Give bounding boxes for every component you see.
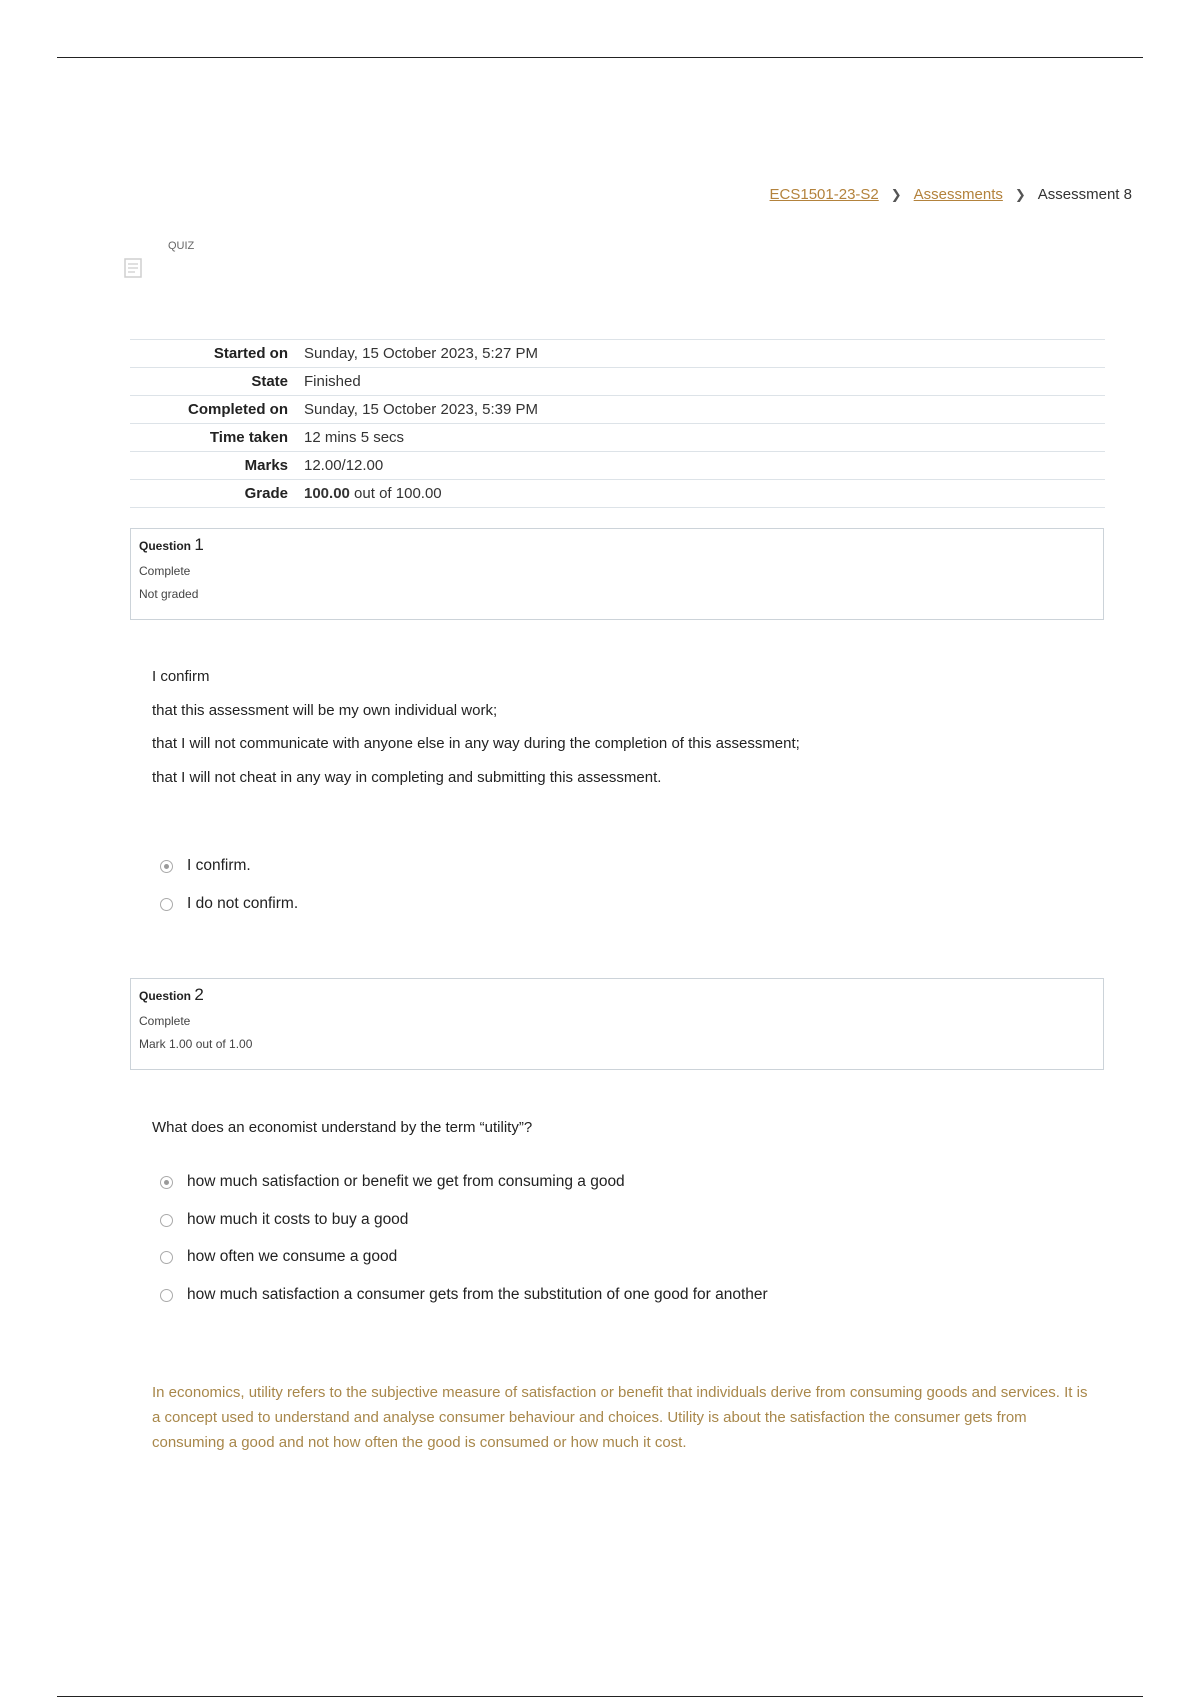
option-label: how much it costs to buy a good: [187, 1211, 409, 1228]
summary-row: [130, 340, 1105, 368]
question-status: Complete: [139, 1014, 191, 1028]
question-label: Question: [139, 539, 192, 553]
activity-type-label: QUIZ: [168, 240, 195, 252]
summary-row: [130, 368, 1105, 396]
radio-icon[interactable]: [160, 1289, 173, 1302]
radio-selected-icon[interactable]: [160, 860, 173, 873]
option-label: how much satisfaction a consumer gets from the substitution of one good for another: [187, 1286, 768, 1303]
breadcrumb: [770, 186, 1132, 203]
question-1-text-line: that this assessment will be my own individual work;: [152, 702, 498, 719]
summary-label: Time taken: [209, 429, 288, 446]
question-number-value: 1: [194, 535, 204, 554]
question-2-option-c[interactable]: [160, 1248, 397, 1266]
grade-out-of: out of 100.00: [349, 485, 442, 502]
question-2-text: What does an economist understand by the term “utility”?: [152, 1119, 533, 1136]
option-label: how often we consume a good: [187, 1248, 398, 1265]
breadcrumb-assessments-link[interactable]: Assessments: [913, 186, 1003, 203]
question-mark: Mark 1.00 out of 1.00: [139, 1037, 253, 1051]
summary-label: State: [251, 373, 288, 390]
question-status: Complete: [139, 564, 191, 578]
question-number: [139, 535, 1103, 555]
chevron-right-icon: ❯: [1014, 186, 1026, 202]
question-1-text-line: that I will not cheat in any way in completing and submitting this assessment.: [152, 769, 662, 786]
option-label: how much satisfaction or benefit we get from consuming a good: [187, 1173, 625, 1190]
question-2-option-d[interactable]: [160, 1286, 768, 1304]
attempt-summary-table: [130, 339, 1105, 508]
radio-icon[interactable]: [160, 1251, 173, 1264]
chevron-right-icon: ❯: [890, 186, 902, 202]
question-2-feedback: In economics, utility refers to the subjective measure of satisfaction or benefit that individuals derive from consuming goods and services. It is a concept used to understand and analyse consumer behaviour and choices. Utility is about the satisfaction the consumer gets from consuming a good and not how often the good is consumed or how much it cost.: [152, 1384, 1088, 1451]
radio-icon[interactable]: [160, 898, 173, 911]
question-1-text-line: that I will not communicate with anyone else in any way during the completion of this assessment;: [152, 735, 800, 752]
summary-value: 12 mins 5 secs: [304, 429, 405, 446]
option-label: I confirm.: [187, 857, 251, 874]
summary-row: [130, 480, 1105, 508]
question-2-info: [130, 978, 1104, 1070]
summary-row: [130, 396, 1105, 424]
page-bottom-rule: [57, 1696, 1143, 1697]
question-2-option-a[interactable]: [160, 1173, 625, 1191]
quiz-icon: [124, 258, 142, 278]
summary-value: Sunday, 15 October 2023, 5:39 PM: [304, 401, 539, 418]
question-1-option-confirm[interactable]: [160, 857, 251, 875]
question-2-option-b[interactable]: [160, 1211, 408, 1229]
question-1-option-not-confirm[interactable]: [160, 895, 298, 913]
page-top-rule: [57, 57, 1143, 58]
summary-value-grade: [304, 480, 1105, 508]
summary-label: Started on: [213, 345, 288, 362]
question-number: [139, 985, 1103, 1005]
summary-label: Marks: [244, 457, 288, 474]
summary-value: 12.00/12.00: [304, 457, 384, 474]
breadcrumb-current: Assessment 8: [1037, 186, 1132, 203]
radio-selected-icon[interactable]: [160, 1176, 173, 1189]
question-number-value: 2: [194, 985, 204, 1004]
option-label: I do not confirm.: [187, 895, 299, 912]
summary-row: [130, 424, 1105, 452]
summary-label: Completed on: [188, 401, 288, 418]
grade-value: 100.00: [304, 485, 350, 502]
summary-value: Finished: [304, 373, 361, 390]
question-mark: Not graded: [139, 587, 199, 601]
breadcrumb-course-link[interactable]: ECS1501-23-S2: [769, 186, 879, 203]
summary-row: [130, 452, 1105, 480]
radio-icon[interactable]: [160, 1214, 173, 1227]
question-1-text-line: I confirm: [152, 668, 210, 685]
summary-value: Sunday, 15 October 2023, 5:27 PM: [304, 345, 539, 362]
question-1-info: [130, 528, 1104, 620]
summary-label: Grade: [244, 485, 288, 502]
question-label: Question: [139, 989, 192, 1003]
